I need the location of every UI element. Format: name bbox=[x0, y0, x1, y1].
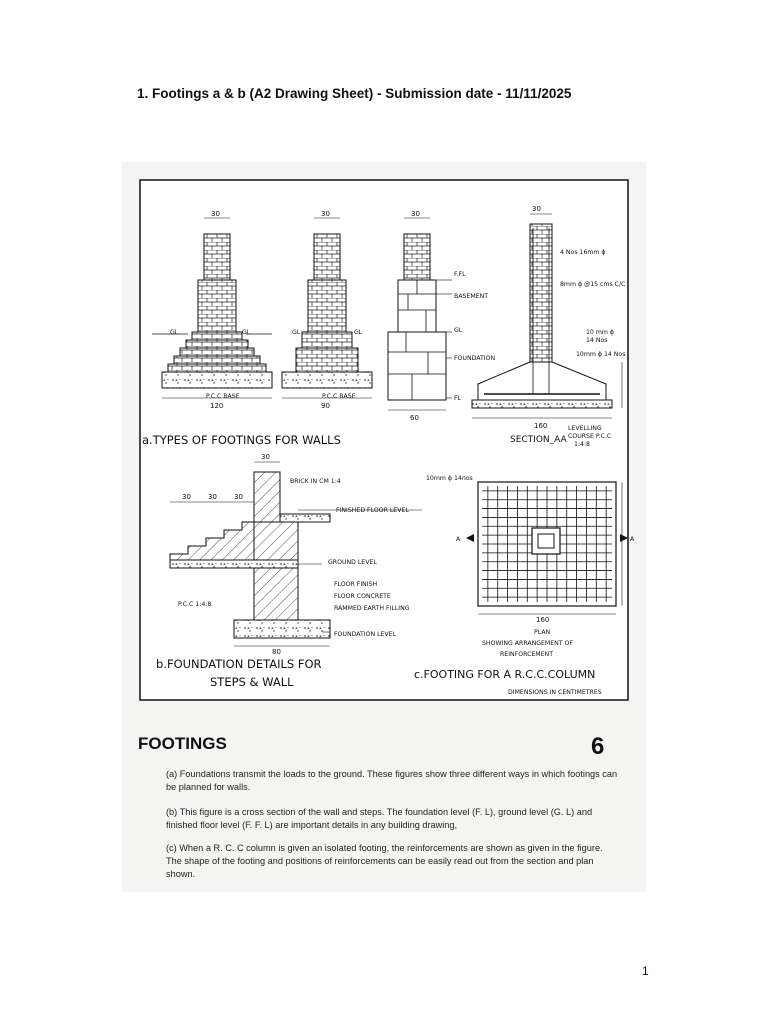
page-number: 1 bbox=[642, 964, 649, 978]
caption-a: a.TYPES OF FOOTINGS FOR WALLS bbox=[142, 433, 341, 447]
svg-text:FL: FL bbox=[454, 395, 462, 402]
caption-b-2: STEPS & WALL bbox=[210, 675, 294, 689]
svg-text:GL: GL bbox=[170, 329, 179, 336]
svg-text:REINFORCEMENT: REINFORCEMENT bbox=[500, 651, 553, 658]
dimensions-note: DIMENSIONS IN CENTIMETRES bbox=[508, 689, 602, 696]
svg-text:P.C.C BASE: P.C.C BASE bbox=[206, 393, 240, 400]
svg-text:30: 30 bbox=[208, 493, 217, 501]
svg-text:RAMMED EARTH FILLING: RAMMED EARTH FILLING bbox=[334, 605, 410, 612]
svg-text:FINISHED FLOOR LEVEL: FINISHED FLOOR LEVEL bbox=[336, 507, 409, 514]
caption-c: c.FOOTING FOR A R.C.C.COLUMN bbox=[414, 668, 596, 681]
caption-section: SECTION_AA bbox=[510, 435, 567, 445]
svg-text:4 Nos 16mm ϕ: 4 Nos 16mm ϕ bbox=[560, 249, 606, 256]
svg-text:160: 160 bbox=[536, 616, 550, 624]
paragraph-c: (c) When a R. C. C column is given an isolated footing, the reinforcements are shown as given in the figure. The shape of the footing and positions of reinforcements can be easily read out from the section and plan shown. bbox=[166, 843, 603, 879]
plate-number: 6 bbox=[591, 733, 605, 760]
svg-text:90: 90 bbox=[321, 402, 330, 410]
svg-text:FLOOR FINISH: FLOOR FINISH bbox=[334, 581, 378, 588]
svg-text:BASEMENT: BASEMENT bbox=[454, 293, 488, 300]
paragraph-b: (b) This figure is a cross section of the wall and steps. The foundation level (F. L), ground level (G. L) and finished floor level (F. F. L) are important details in any building drawing, bbox=[166, 807, 593, 830]
svg-text:FOUNDATION: FOUNDATION bbox=[454, 355, 496, 362]
svg-text:FLOOR CONCRETE: FLOOR CONCRETE bbox=[334, 593, 391, 600]
svg-text:160: 160 bbox=[534, 422, 548, 430]
plan-reinforcement bbox=[466, 482, 628, 614]
svg-text:A: A bbox=[456, 536, 461, 543]
svg-text:F.FL: F.FL bbox=[454, 271, 466, 278]
svg-text:GL: GL bbox=[454, 327, 463, 334]
svg-text:30: 30 bbox=[411, 210, 420, 218]
svg-text:GROUND LEVEL: GROUND LEVEL bbox=[328, 559, 377, 566]
svg-text:PLAN: PLAN bbox=[534, 629, 551, 636]
svg-text:COURSE P.C.C: COURSE P.C.C bbox=[568, 433, 612, 440]
svg-text:LEVELLING: LEVELLING bbox=[568, 425, 602, 432]
document-heading: 1. Footings a & b (A2 Drawing Sheet) - Submission date - 11/11/2025 bbox=[137, 86, 572, 101]
svg-text:GL: GL bbox=[242, 329, 251, 336]
svg-text:1:4:8: 1:4:8 bbox=[574, 441, 590, 448]
svg-text:30: 30 bbox=[532, 205, 541, 213]
svg-text:30: 30 bbox=[182, 493, 191, 501]
svg-text:BRICK IN CM 1:4: BRICK IN CM 1:4 bbox=[290, 478, 341, 485]
svg-text:10mm ϕ 14nos: 10mm ϕ 14nos bbox=[426, 475, 473, 482]
svg-text:P.C.C BASE: P.C.C BASE bbox=[322, 393, 356, 400]
svg-text:14 Nos: 14 Nos bbox=[586, 337, 608, 344]
svg-text:30: 30 bbox=[261, 453, 270, 461]
drawing-plate bbox=[122, 162, 646, 892]
caption-b-1: b.FOUNDATION DETAILS FOR bbox=[156, 657, 322, 671]
svg-text:30: 30 bbox=[234, 493, 243, 501]
svg-text:GL: GL bbox=[354, 329, 363, 336]
paragraph-a: (a) Foundations transmit the loads to the ground. These figures show three different ways in which footings can be planned for walls. bbox=[166, 769, 618, 792]
svg-text:80: 80 bbox=[272, 648, 281, 656]
svg-text:P.C.C 1:4:8: P.C.C 1:4:8 bbox=[178, 601, 212, 608]
svg-text:SHOWING ARRANGEMENT OF: SHOWING ARRANGEMENT OF bbox=[482, 640, 573, 647]
svg-text:FOUNDATION LEVEL: FOUNDATION LEVEL bbox=[334, 631, 397, 638]
footings-title: FOOTINGS bbox=[138, 734, 227, 753]
svg-text:60: 60 bbox=[410, 414, 419, 422]
svg-text:A: A bbox=[630, 536, 635, 543]
svg-text:8mm ϕ @15 cms C/C: 8mm ϕ @15 cms C/C bbox=[560, 281, 626, 288]
svg-text:30: 30 bbox=[211, 210, 220, 218]
svg-text:GL: GL bbox=[292, 329, 301, 336]
svg-text:30: 30 bbox=[321, 210, 330, 218]
svg-text:10 mm ϕ: 10 mm ϕ bbox=[586, 329, 614, 336]
svg-text:10mm ϕ 14 Nos: 10mm ϕ 14 Nos bbox=[576, 351, 626, 358]
svg-text:120: 120 bbox=[210, 402, 224, 410]
